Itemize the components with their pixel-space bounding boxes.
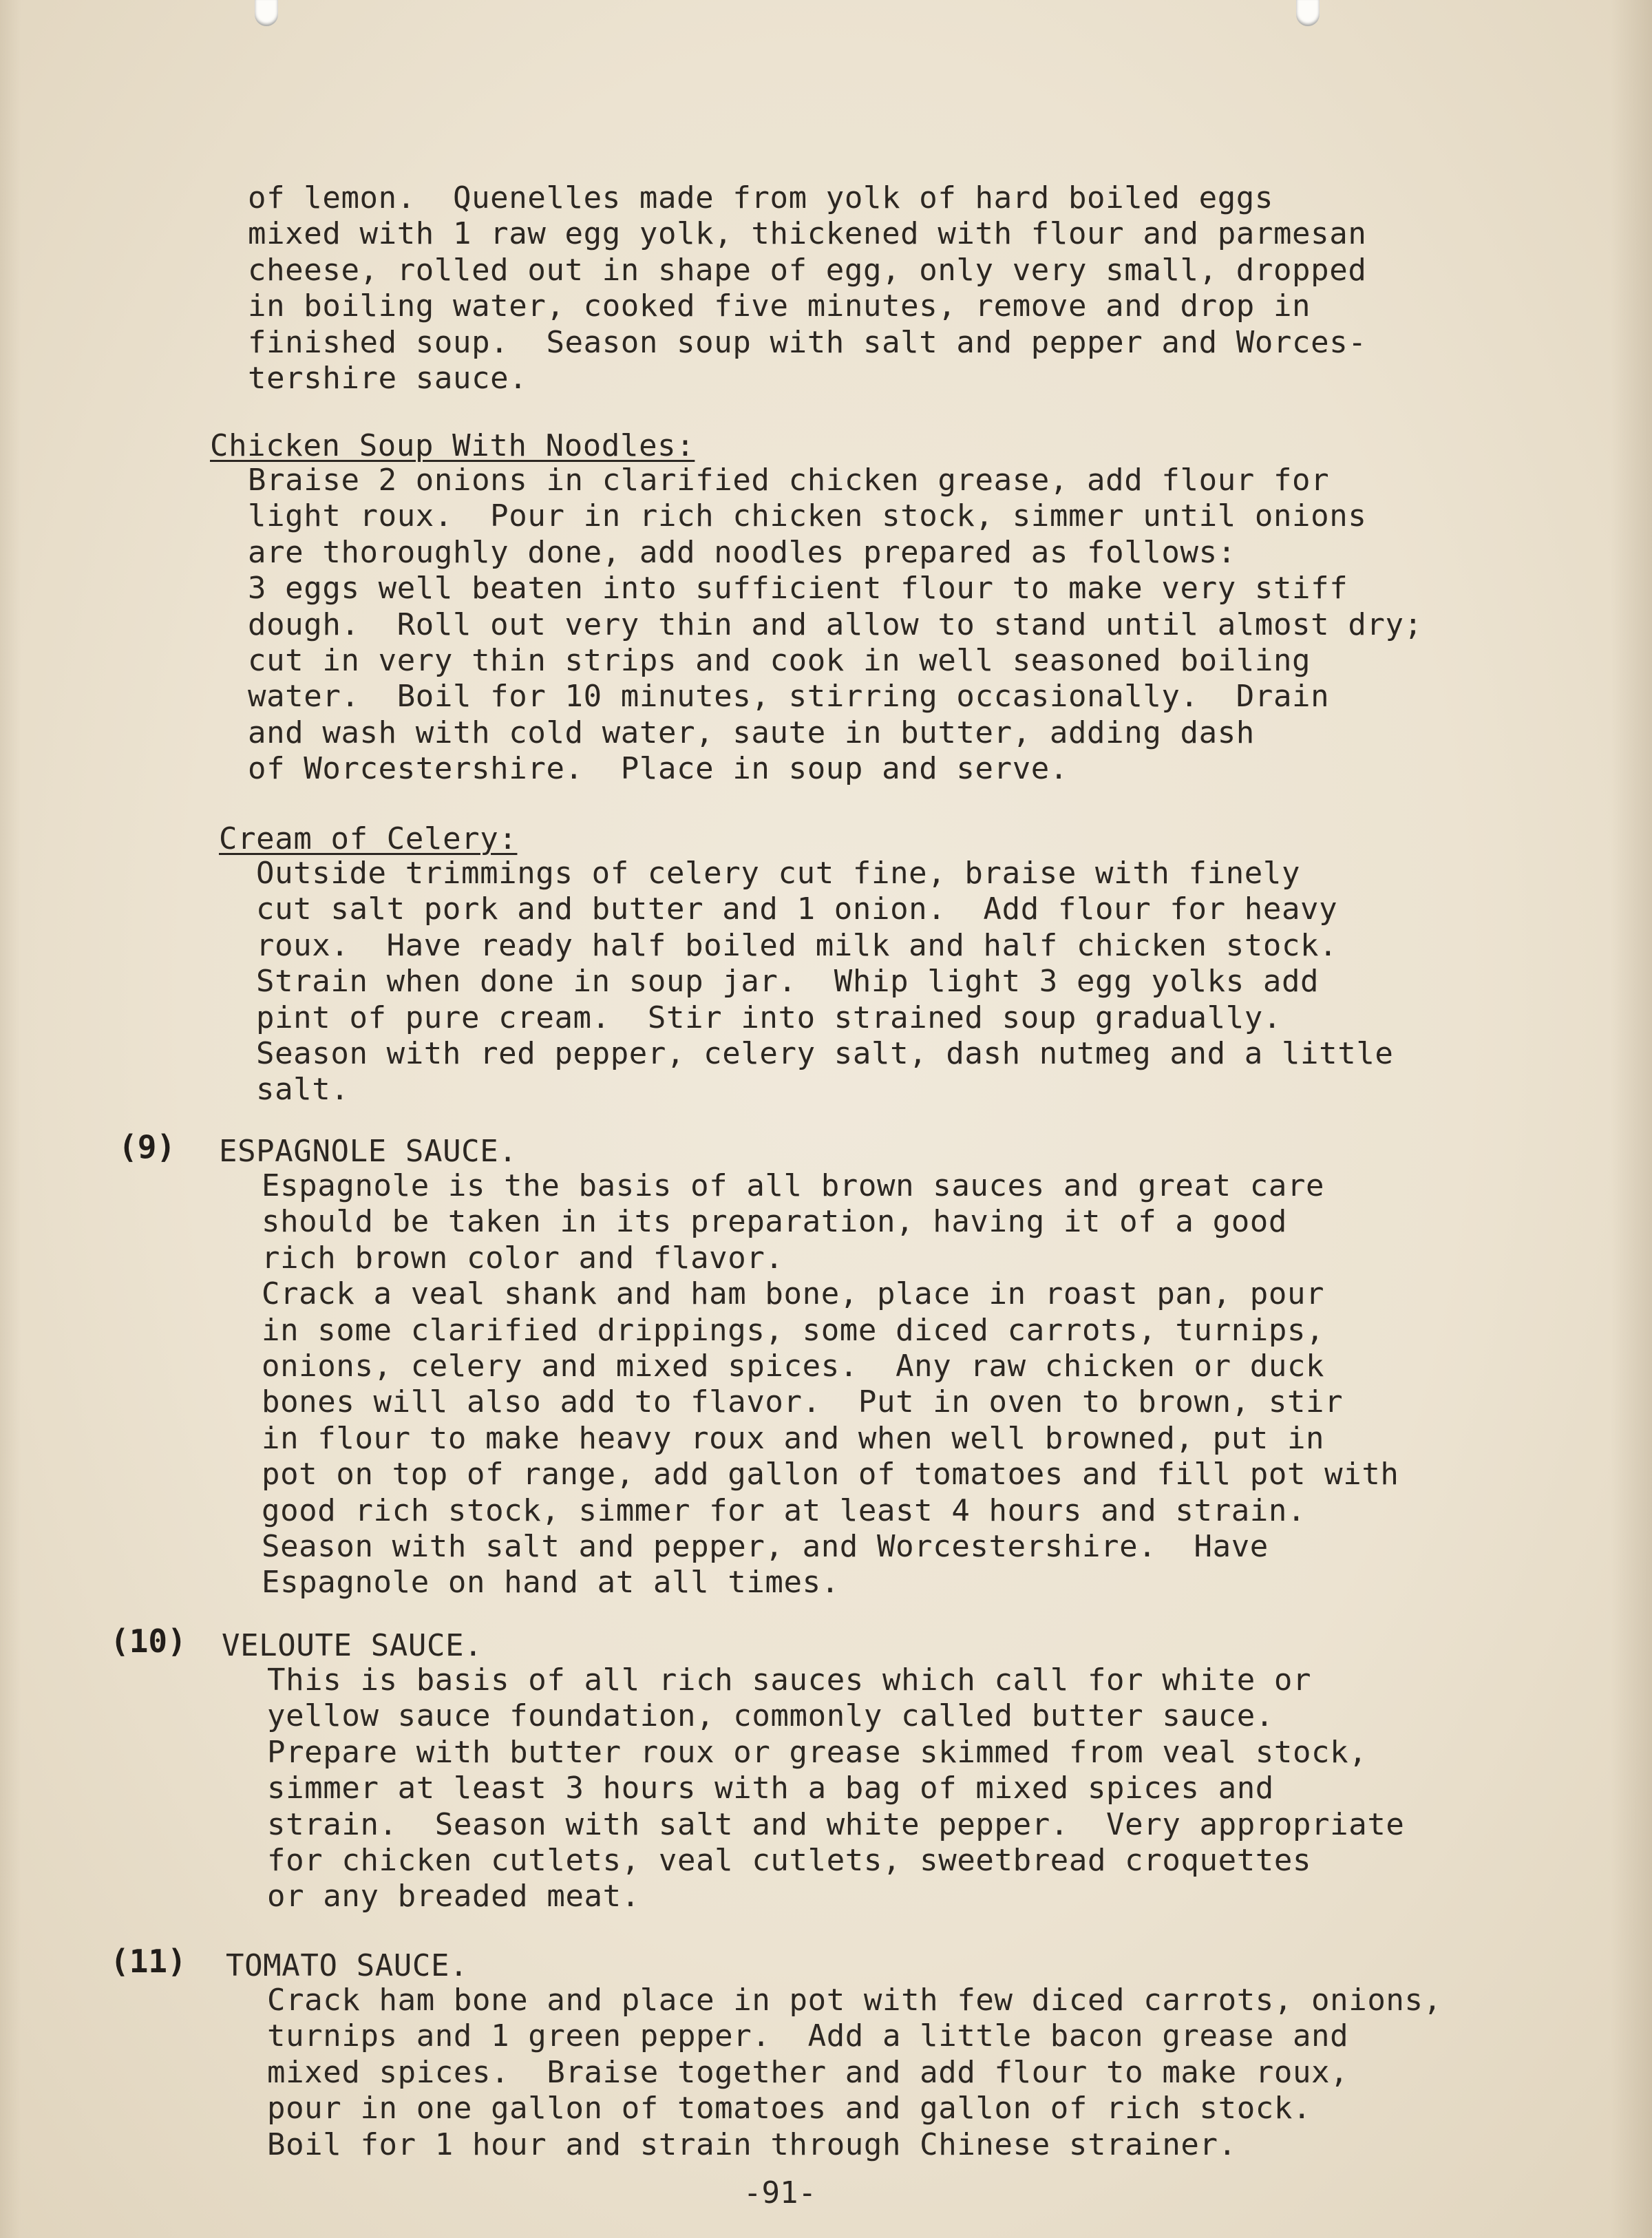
text-line: light roux. Pour in rich chicken stock, simmer until onions	[248, 498, 1367, 534]
page-number: -91-	[743, 2175, 816, 2210]
text-line: dough. Roll out very thin and allow to stand until almost dry;	[248, 606, 1423, 642]
text-line: pint of pure cream. Stir into strained soup gradually.	[256, 1000, 1282, 1035]
text-line: Crack ham bone and place in pot with few diced carrots, onions,	[267, 1983, 1442, 2018]
text-line: in some clarified drippings, some diced carrots, turnips,	[262, 1312, 1325, 1348]
text-line: pour in one gallon of tomatoes and gallon of rich stock.	[267, 2091, 1312, 2126]
text-line: Espagnole on hand at all times.	[262, 1565, 840, 1601]
text-line: in boiling water, cooked five minutes, remove and drop in	[248, 288, 1311, 324]
section-body-espagnole-sauce	[262, 1168, 1399, 1601]
text-line: of lemon. Quenelles made from yolk of hard boiled eggs	[248, 180, 1273, 215]
text-line: are thoroughly done, add noodles prepared as follows:	[248, 534, 1236, 570]
punch-hole-right	[1296, 0, 1320, 26]
text-line: bones will also add to flavor. Put in oven to brown, stir	[262, 1384, 1344, 1420]
text-line: mixed with 1 raw egg yolk, thickened with flour and parmesan	[248, 216, 1367, 252]
text-line: cheese, rolled out in shape of egg, only very small, dropped	[248, 252, 1367, 288]
text-line: Strain when done in soup jar. Whip light 3 egg yolks add	[256, 964, 1320, 1000]
text-line: yellow sauce foundation, commonly called butter sauce.	[267, 1698, 1274, 1734]
page-edge-shade-left	[0, 0, 21, 2238]
text-line: for chicken cutlets, veal cutlets, sweetbread croquettes	[267, 1843, 1312, 1879]
text-line: roux. Have ready half boiled milk and half chicken stock.	[256, 927, 1338, 963]
text-line: onions, celery and mixed spices. Any raw chicken or duck	[262, 1349, 1325, 1384]
text-line: rich brown color and flavor.	[262, 1240, 784, 1276]
text-line: Boil for 1 hour and strain through Chinese strainer.	[267, 2126, 1237, 2162]
text-line: strain. Season with salt and white pepper. Very appropriate	[267, 1806, 1405, 1842]
text-line: and wash with cold water, saute in butter, adding dash	[248, 715, 1255, 750]
punch-hole-left	[255, 0, 278, 26]
section-body-chicken-soup	[248, 463, 1423, 788]
text-line: This is basis of all rich sauces which call for white or	[267, 1662, 1312, 1698]
section-title-cream-of-celery: Cream of Celery:	[219, 821, 518, 856]
text-line: or any breaded meat.	[267, 1879, 640, 1914]
section-number-10: (10)	[110, 1623, 187, 1660]
text-line: cut in very thin strips and cook in well seasoned boiling	[248, 643, 1311, 679]
text-line: of Worcestershire. Place in soup and serve.	[248, 751, 1068, 787]
text-line: 3 eggs well beaten into sufficient flour to make very stiff	[248, 571, 1348, 606]
text-line: turnips and 1 green pepper. Add a little bacon grease and	[267, 2018, 1349, 2054]
text-line: mixed spices. Braise together and add flour to make roux,	[267, 2054, 1349, 2090]
text-line: in flour to make heavy roux and when well browned, put in	[262, 1420, 1325, 1456]
section-body-tomato-sauce	[267, 1983, 1442, 2163]
text-line: water. Boil for 10 minutes, stirring occasionally. Drain	[248, 679, 1330, 715]
section-body-cream-of-celery	[256, 856, 1394, 1108]
text-line: finished soup. Season soup with salt and pepper and Worces-	[248, 324, 1367, 360]
section-title-tomato-sauce: TOMATO SAUCE.	[226, 1948, 469, 1983]
text-line: Braise 2 onions in clarified chicken grease, add flour for	[248, 463, 1330, 498]
section-title-espagnole-sauce: ESPAGNOLE SAUCE.	[219, 1134, 518, 1169]
text-line: Crack a veal shank and ham bone, place in roast pan, pour	[262, 1276, 1325, 1312]
text-line: Outside trimmings of celery cut fine, braise with finely	[256, 856, 1301, 891]
text-line: Prepare with butter roux or grease skimmed from veal stock,	[267, 1734, 1368, 1770]
section-body-veloute-sauce	[267, 1662, 1405, 1915]
text-line: pot on top of range, add gallon of tomatoes and fill pot with	[262, 1457, 1399, 1492]
section-number-9: (9)	[118, 1128, 176, 1165]
page-edge-shade-right	[1611, 0, 1652, 2238]
text-line: Season with red pepper, celery salt, dash nutmeg and a little	[256, 1036, 1394, 1072]
text-line: salt.	[256, 1072, 350, 1108]
text-line: should be taken in its preparation, having it of a good	[262, 1204, 1287, 1240]
text-line: Season with salt and pepper, and Worcestershire. Have	[262, 1529, 1269, 1565]
section-number-11: (11)	[110, 1943, 187, 1980]
section-title-veloute-sauce: VELOUTE SAUCE.	[222, 1628, 483, 1663]
text-line: Espagnole is the basis of all brown sauces and great care	[262, 1168, 1325, 1203]
text-line: good rich stock, simmer for at least 4 hours and strain.	[262, 1492, 1306, 1528]
section-title-chicken-soup: Chicken Soup With Noodles:	[210, 428, 695, 463]
text-line: tershire sauce.	[248, 361, 528, 397]
text-line: cut salt pork and butter and 1 onion. Add flour for heavy	[256, 891, 1338, 927]
intro-paragraph	[248, 180, 1366, 397]
text-line: simmer at least 3 hours with a bag of mixed spices and	[267, 1771, 1274, 1806]
